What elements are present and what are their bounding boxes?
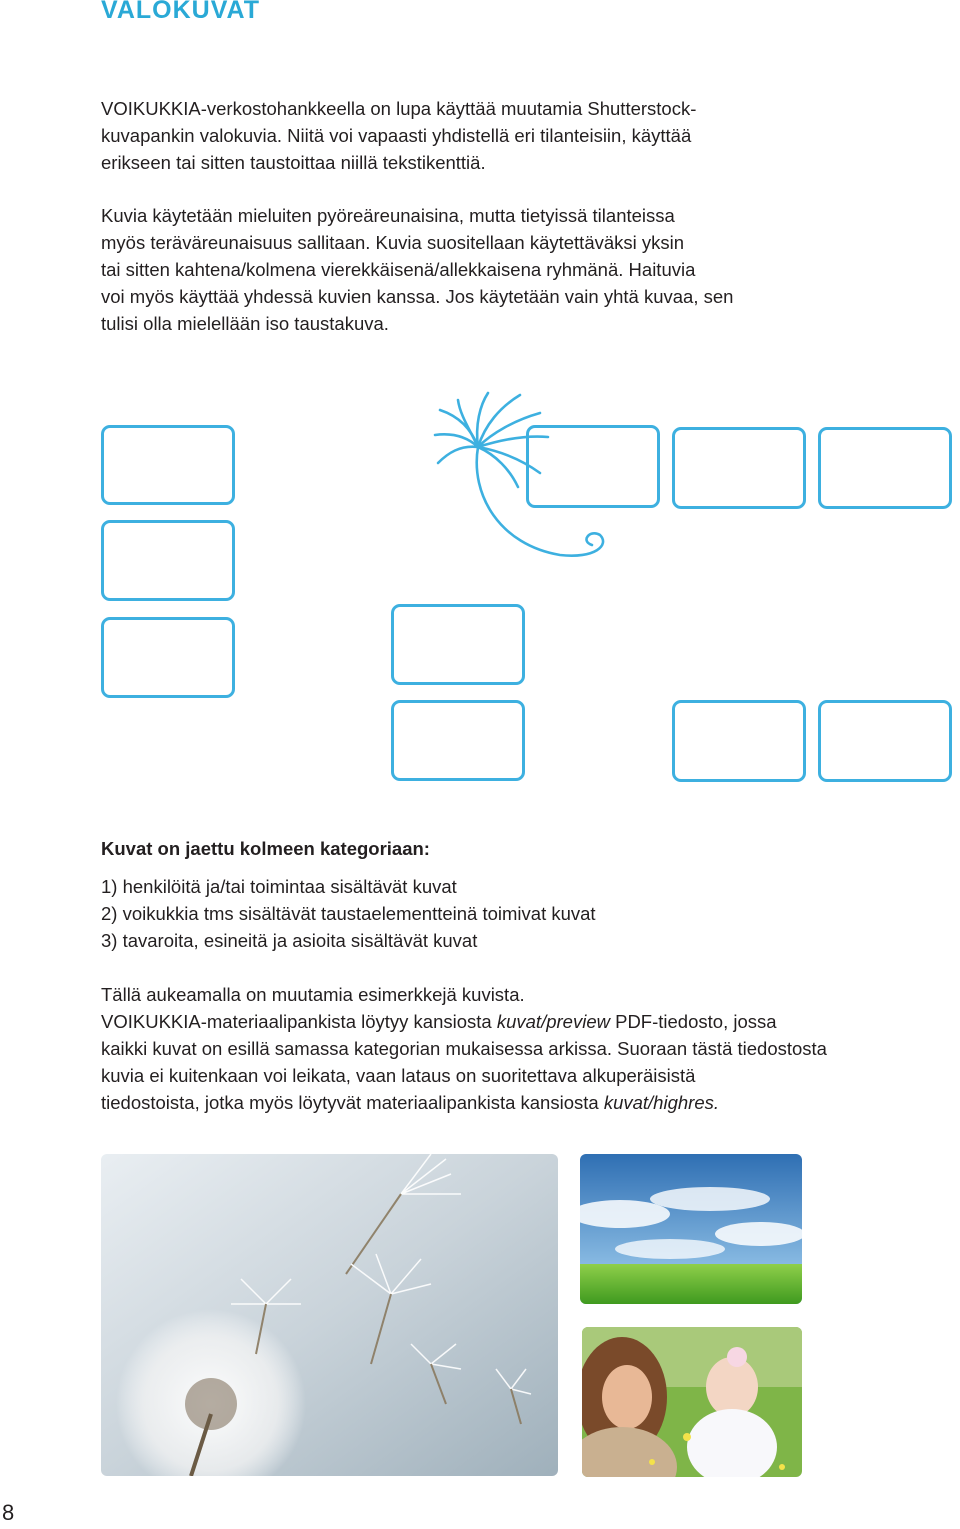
- photo-frame-placeholder: [101, 617, 235, 698]
- text-line: Tällä aukeamalla on muutamia esimerkkejä kuvista.: [101, 984, 525, 1005]
- folder-name-highres: kuvat/highres.: [603, 1092, 720, 1113]
- photo-frame-placeholder: [101, 520, 235, 601]
- text-line: [101, 1008, 827, 1035]
- list-item: 3) tavaroita, esineitä ja asioita sisältävät kuvat: [101, 930, 478, 951]
- text-line: Kuvia käytetään mieluiten pyöreäreunaisina, mutta tietyissä tilanteissa: [101, 205, 675, 226]
- intro-paragraph-1: [101, 95, 821, 176]
- categories-list: [101, 873, 596, 954]
- photo-frame-placeholder: [818, 700, 952, 782]
- mother-baby-photo: [582, 1327, 802, 1477]
- photo-frame-placeholder: [391, 604, 525, 685]
- text-line: [101, 1089, 827, 1116]
- text-line: kuvapankin valokuvia. Niitä voi vapaasti yhdistellä eri tilanteisiin, käyttää: [101, 125, 692, 146]
- text-line: VOIKUKKIA-verkostohankkeella on lupa käyttää muutamia Shutterstock-: [101, 98, 697, 119]
- photo-frame-placeholder: [391, 700, 525, 781]
- photo-frame-placeholder: [672, 700, 806, 782]
- text-fragment: PDF-tiedosto, jossa: [609, 1011, 777, 1032]
- categories-title: Kuvat on jaettu kolmeen kategoriaan:: [101, 838, 430, 859]
- info-paragraph: [101, 981, 827, 1116]
- meadow-sky-photo: [580, 1154, 802, 1304]
- text-fragment: tiedostoista, jotka myös löytyvät materiaalipankista kansiosta: [101, 1092, 604, 1113]
- photo-frame-placeholder: [672, 427, 806, 509]
- text-line: myös teräväreunaisuus sallitaan. Kuvia suositellaan käytettäväksi yksin: [101, 232, 685, 253]
- text-line: erikseen tai sitten taustoittaa niillä tekstikenttiä.: [101, 152, 486, 173]
- photo-frame-placeholder: [818, 427, 952, 509]
- text-line: kaikki kuvat on esillä samassa kategorian mukaisessa arkissa. Suoraan tästä tiedostosta: [101, 1038, 827, 1059]
- photo-frame-placeholder: [101, 425, 235, 505]
- list-item: 2) voikukkia tms sisältävät taustaelementteinä toimivat kuvat: [101, 903, 596, 924]
- folder-name-preview: kuvat/preview: [496, 1011, 610, 1032]
- page-title: VALOKUVAT: [101, 0, 260, 24]
- intro-paragraph-2: [101, 202, 821, 337]
- text-line: tulisi olla mielellään iso taustakuva.: [101, 313, 389, 334]
- dandelion-seed-icon: [430, 385, 630, 565]
- text-fragment: VOIKUKKIA-materiaalipankista löytyy kansiosta: [101, 1011, 497, 1032]
- text-line: voi myös käyttää yhdessä kuvien kanssa. Jos käytetään vain yhtä kuvaa, sen: [101, 286, 734, 307]
- page-number: 8: [2, 1500, 15, 1525]
- text-line: tai sitten kahtena/kolmena vierekkäisenä/allekkaisena ryhmänä. Haituvia: [101, 259, 696, 280]
- list-item: 1) henkilöitä ja/tai toimintaa sisältävät kuvat: [101, 876, 457, 897]
- dandelion-photo: [101, 1154, 558, 1476]
- text-line: kuvia ei kuitenkaan voi leikata, vaan lataus on suoritettava alkuperäisistä: [101, 1065, 696, 1086]
